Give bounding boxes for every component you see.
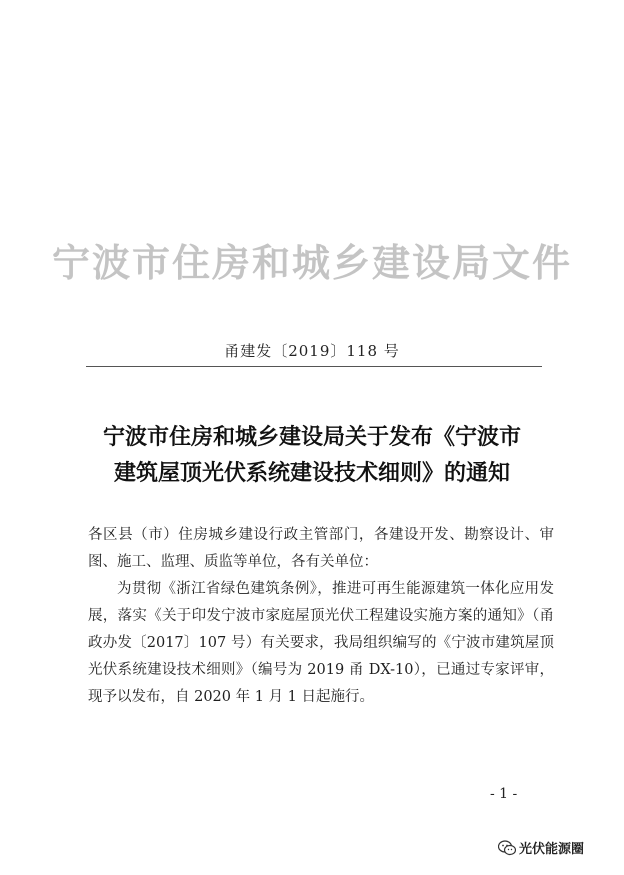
issuing-authority-header: 宁波市住房和城乡建设局文件 <box>51 241 572 285</box>
salutation: 各区县（市）住房城乡建设行政主管部门，各建设开发、勘察设计、审图、施工、监理、质监等单位，各有关单位： <box>88 527 554 570</box>
body-paragraph: 为贯彻《浙江省绿色建筑条例》，推进可再生能源建筑一体化应用发展，落实《关于印发宁波市家庭屋顶光伏工程建设实施方案的通知》（甬政办发〔2017〕107 号）有关要求，我局组织编写的《宁波市建筑屋顶光伏系统建设技术细则》（编号为 2019 甬 DX-10），已通过专家评审，现予以发布，自 2020 年 1 月 1 日起施行。 <box>88 581 554 705</box>
notice-title-line-1: 宁波市住房和城乡建设局关于发布《宁波市 <box>102 425 521 450</box>
wechat-icon <box>498 840 516 856</box>
document-number: 甬建发〔2019〕118 号 <box>224 342 400 360</box>
notice-title <box>60 420 564 492</box>
watermark <box>498 838 584 857</box>
notice-title-line-2: 建筑屋顶光伏系统建设技术细则》的通知 <box>113 461 510 486</box>
page-number: - 1 - <box>490 786 518 802</box>
watermark-text: 光伏能源圈 <box>519 842 585 857</box>
header-divider <box>86 366 542 367</box>
notice-body <box>88 522 554 711</box>
